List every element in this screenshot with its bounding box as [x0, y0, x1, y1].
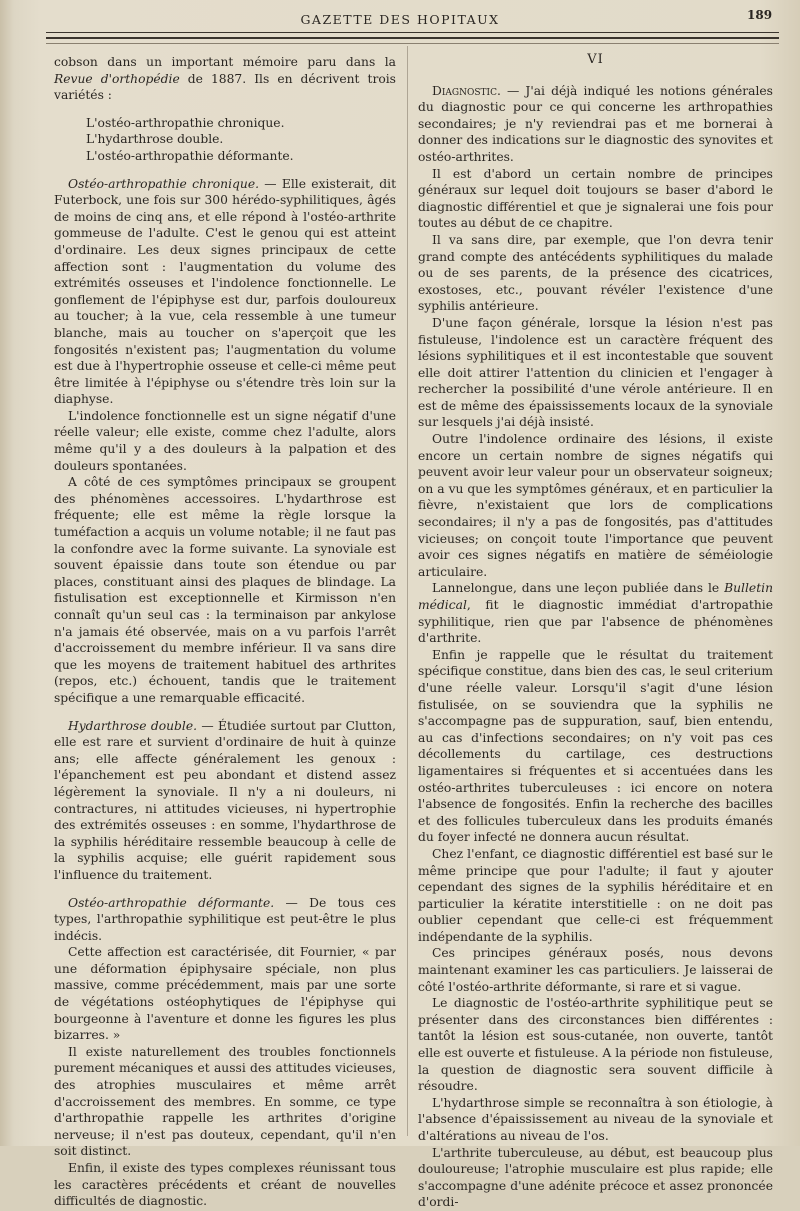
header-rule-lower — [46, 43, 779, 44]
paragraph: L'indolence fonctionnelle est un signe négatif d'une réelle valeur; elle existe, comme chez l'adulte, alors même qu'il y a des douleurs à la palpation et des douleurs spontanées. — [54, 408, 396, 473]
header-rule-thin — [46, 32, 779, 33]
header-rule-thick — [46, 37, 779, 39]
paragraph: A côté de ces symptômes principaux se groupent des phénomènes accessoires. L'hydarthrose est fréquente; elle est même la règle lorsque la tuméfaction a acquis un volume notable; il ne faut pas la confondre avec la forme suivante. La synoviale est souvent épaissie dans toute son étendue ou par places, constituant ainsi des plaques de blindage. La fistulisation est exceptionnelle et Kirmisson n'en connaît qu'un seul cas : la terminaison par ankylose n'a jamais été observée, mais on a vu parfois l'arrêt d'accroissement du membre inférieur. Il va sans dire que les moyens de traitement habituel des arthrites (repos, etc.) échouent, tandis que le traitement spécifique a une remarquable efficacité. — [54, 475, 396, 705]
section-heading: Ostéo-arthropathie chronique. — [68, 176, 260, 191]
paragraph: Hydarthrose double. — Étudiée surtout par Clutton, elle est rare et survient d'ordinaire de huit à quinze ans; elle affecte généralement les genoux : l'épanchement est peu abondant et distend assez légèrement la synoviale. Il n'y a ni douleurs, ni contractures, ni attitudes vicieuses, ni hypertrophie des extrémités osseuses : en somme, l'hydarthrose de la syphilis héréditaire ressemble beaucoup à celle de la syphilis acquise; elle guérit rapidement sous l'influence du traitement. — [54, 718, 397, 882]
paragraph: Diagnostic. — J'ai déjà indiqué les notions générales du diagnostic pour ce qui concerne les arthropathies secondaires; je n'y reviendrai pas et me bornerai à donner des indications sur le diagnostic des synovites et ostéo-arthrites. — [418, 83, 773, 164]
paragraph: L'arthrite tuberculeuse, au début, est beaucoup plus douloureuse; l'atrophie musculaire est plus rapide; elle s'accompagne d'une adénite précoce et assez prononcée d'ordi- — [418, 1145, 773, 1210]
list-item: L'hydarthrose double. — [86, 132, 224, 147]
paragraph: Enfin je rappelle que le résultat du traitement spécifique constitue, dans bien des cas, le seul criterium d'une réelle valeur. Lorsqu'il s'agit d'une lésion fistulisée, on se souviendra que la syphilis ne s'accompagne pas de suppuration, sauf, bien entendu, au cas d'infections secondaires; on n'y voit pas ces décollements du cartilage, ces destructions ligamentaires si fréquentes et si accentuées dans les ostéo-arthrites tuberculeuses : ici encore on notera l'absence de fongosités. Enfin la recherche des bacilles et des follicules tuberculeux dans les produits émanés du foyer infecté ne donnera aucun résultat. — [418, 647, 773, 845]
running-header: GAZETTE DES HOPITAUX — [300, 12, 500, 27]
varieties-list — [54, 115, 396, 165]
paragraph: Enfin, il existe des types complexes réunissant tous les caractères précédents et créant de nouvelles difficultés de diagnostic. — [54, 1161, 396, 1209]
paragraph: L'hydarthrose simple se reconnaîtra à son étiologie, à l'absence d'épaississement au niveau de la synoviale et d'altérations au niveau de l'os. — [418, 1095, 773, 1143]
section-heading: Ostéo-arthropathie déformante. — [68, 895, 275, 910]
list-item: L'ostéo-arthropathie déformante. — [86, 148, 294, 163]
paragraph: Ostéo-arthropathie chronique. — Elle existerait, dit Futerbock, une fois sur 300 hérédo-syphilitiques, âgés de moins de cinq ans, et elle répond à l'ostéo-arthrite gommeuse de l'adulte. C'est le genou qui est atteint d'ordinaire. Les deux signes principaux de cette affection sont : l'augmentation du volume des extrémités osseuses et l'indolence fonctionnelle. Le gonflement de l'épiphyse est dur, parfois douloureux au toucher; à la vue, cela ressemble à une tumeur blanche, mais au toucher on s'aperçoit que les fongosités n'existent pas; l'augmentation du volume est due à l'hypertrophie osseuse et celle-ci même peut être limitée à l'épiphyse ou s'étendre très loin sur la diaphyse. — [54, 176, 397, 407]
column-separator — [407, 46, 408, 1136]
paragraph: Le diagnostic de l'ostéo-arthrite syphilitique peut se présenter dans des circonstances bien différentes : tantôt la lésion est sous-cutanée, non ouverte, tantôt elle est ouverte et fistuleuse. A la période non fistuleuse, la question de diagnostic sera souvent difficile à résoudre. — [418, 996, 773, 1094]
paragraph: D'une façon générale, lorsque la lésion n'est pas fistuleuse, l'indolence est un caractère fréquent des lésions syphilitiques et il est incontestable que souvent elle doit attirer l'attention du clinicien et l'engager à rechercher la possibilité d'une vérole antérieure. Il en est de même des épaississements locaux de la synoviale sur lesquels j'ai déjà insisté. — [418, 315, 773, 430]
paragraph: Lannelongue, dans une leçon publiée dans le Bulletin médical, fit le diagnostic immédiat d'artropathie syphilitique, rien que par l'absence de phénomènes d'arthrite. — [418, 581, 773, 646]
list-item: L'ostéo-arthropathie chronique. — [86, 115, 285, 130]
paragraph: cobson dans un important mémoire paru dans la Revue d'orthopédie de 1887. Ils en décrivent trois variétés : — [54, 55, 396, 103]
paragraph: Cette affection est caractérisée, dit Fournier, « par une déformation épiphysaire spéciale, non plus massive, comme précédemment, mais par une sorte de végétations ostéophytiques de l'épiphyse qui bourgeonne à l'aventure et donne les figures les plus bizarres. » — [54, 945, 396, 1043]
paragraph: Il va sans dire, par exemple, que l'on devra tenir grand compte des antécédents syphilitiques du malade ou de ses parents, de la présence des cicatrices, exostoses, etc., pouvant révéler l'existence d'une syphilis antérieure. — [418, 232, 773, 314]
journal-title: Bulletin médical — [418, 581, 773, 612]
journal-title: Revue d'orthopédie — [54, 71, 180, 86]
paragraph: Ostéo-arthropathie déformante. — De tous ces types, l'arthropathie syphilitique est peut-être le plus indécis. — [54, 895, 396, 943]
paragraph: Il existe naturellement des troubles fonctionnels purement mécaniques et aussi des attitudes vicieuses, des atrophies musculaires et même arrêt d'accroissement des membres. En somme, ce type d'arthropathie rappelle les arthrites d'origine nerveuse; il n'est pas douteux, cependant, qu'il n'en soit distinct. — [54, 1044, 396, 1159]
paragraph: Chez l'enfant, ce diagnostic différentiel est basé sur le même principe que pour l'adulte; il faut y ajouter cependant des signes de la syphilis héréditaire et en particulier la kératite interstitielle : on ne doit pas oublier cependant que celle-ci est fréquemment indépendante de la syphilis. — [418, 846, 773, 944]
paragraph: Il est d'abord un certain nombre de principes généraux sur lequel doit toujours se baser d'abord le diagnostic différentiel et que je signalerai une fois pour toutes au début de ce chapitre. — [418, 166, 773, 231]
right-column — [418, 52, 773, 1211]
section-label: Diagnostic. — [432, 83, 501, 98]
section-number: VI — [587, 52, 604, 67]
section-heading: Hydarthrose double. — [68, 718, 198, 733]
page-number: 189 — [747, 8, 773, 22]
paragraph: Outre l'indolence ordinaire des lésions, il existe encore un certain nombre de signes négatifs qui peuvent avoir leur valeur pour un observateur soigneux; on a vu que les symptômes généraux, et en particulier la fièvre, n'existaient que lors de complications secondaires; il n'y a pas de fongosités, pas d'attitudes vicieuses; on conçoit toute l'importance que peuvent avoir ces signes négatifs en matière de séméiologie articulaire. — [418, 432, 773, 579]
left-column — [54, 54, 396, 1210]
paragraph: Ces principes généraux posés, nous devons maintenant examiner les cas particuliers. Je laisserai de côté l'ostéo-arthrite déformante, si rare et si vague. — [418, 946, 773, 994]
